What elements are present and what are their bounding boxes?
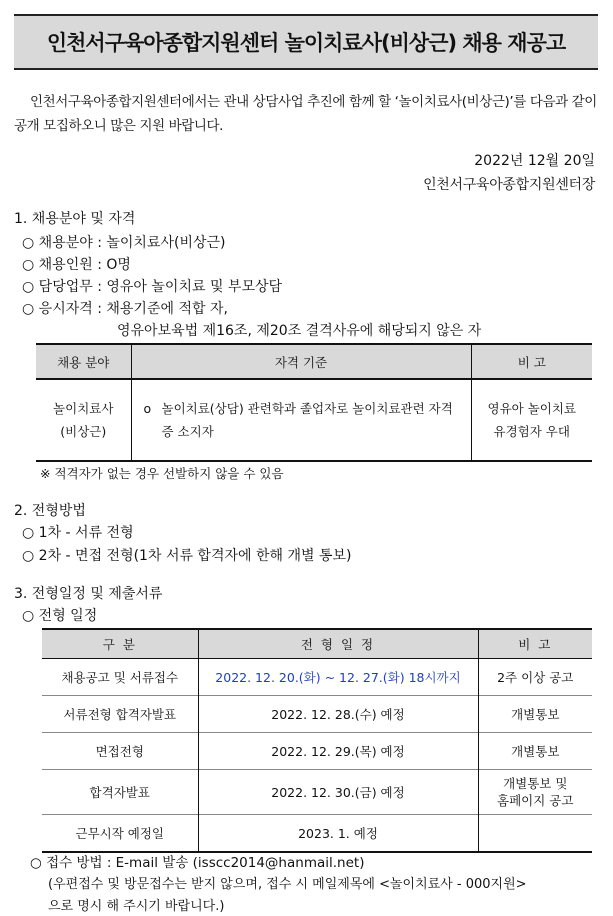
qualification-table-header	[36, 344, 592, 379]
field-line: 놀이치료사	[53, 401, 114, 416]
bullet-mark: o	[143, 401, 152, 416]
category-cell: 근무시작 예정일	[42, 815, 198, 853]
remark-line: 영유아 놀이치료	[487, 401, 576, 416]
schedule-cell: 2022. 12. 28.(수) 예정	[198, 696, 478, 733]
criteria-cell	[131, 379, 471, 461]
header-criteria: 자격 기준	[131, 344, 471, 379]
remark-cell	[478, 770, 592, 815]
qualification-continuation: 영유아보육법 제16조, 제20조 결격사유에 해당되지 않은 자	[117, 323, 482, 339]
remark-line: 홈페이지 공고	[497, 793, 574, 808]
remark-line: 개별통보 및	[503, 776, 568, 791]
table-row	[36, 379, 592, 461]
field-line: (비상근)	[60, 424, 107, 439]
schedule-table	[42, 628, 592, 853]
section2-heading: 2. 전형방법	[14, 503, 86, 519]
category-cell: 면접전형	[42, 733, 198, 770]
remark-cell	[478, 696, 592, 733]
recruit-count-item: ○ 채용인원 : O명	[22, 257, 131, 273]
method-item-2: ○ 2차 - 면접 전형(1차 서류 합격자에 한해 개별 통보)	[22, 548, 352, 564]
method-item-1: ○ 1차 - 서류 전형	[22, 525, 134, 541]
remark-cell	[478, 659, 592, 696]
schedule-cell: 2022. 12. 30.(금) 예정	[198, 770, 478, 815]
schedule-cell: 2022. 12. 20.(화) ~ 12. 27.(화) 18시까지	[198, 659, 478, 696]
category-cell: 채용공고 및 서류접수	[61, 669, 179, 685]
table-row	[42, 770, 592, 815]
recruit-field-item: ○ 채용분야 : 놀이치료사(비상근)	[22, 235, 226, 251]
title-banner	[14, 14, 598, 70]
footnote: ※ 적격자가 없는 경우 선발하지 않을 수 있음	[40, 466, 284, 481]
category-cell: 서류전형 합격자발표	[42, 696, 198, 733]
section3-heading: 3. 전형일정 및 제출서류	[14, 586, 163, 602]
schedule-cell: 2022. 12. 29.(목) 예정	[198, 733, 478, 770]
header-field: 채용 분야	[36, 344, 131, 379]
apply-note-line: (우편접수 및 방문접수는 받지 않으며, 접수 시 메일제목에 <놀이치료사 - 000지원>	[48, 877, 527, 892]
criteria-text: 놀이치료(상담) 관련학과 졸업자로 놀이치료관련 자격증 소지자	[161, 401, 453, 439]
remark-cell	[478, 815, 592, 853]
table-row	[42, 815, 592, 853]
table-row	[42, 696, 592, 733]
schedule-subheading: ○ 전형 일정	[22, 608, 98, 624]
qualification-table	[36, 343, 592, 462]
field-cell	[36, 379, 131, 461]
apply-note-line: 으로 명시 해 주시기 바랍니다.)	[48, 899, 225, 914]
schedule-cell: 2023. 1. 예정	[198, 815, 478, 853]
page-title: 인천서구육아종합지원센터 놀이치료사(비상근) 채용 재공고	[46, 31, 566, 55]
remark-line: 개별통보	[511, 706, 560, 722]
section1-heading: 1. 채용분야 및 자격	[14, 211, 136, 227]
category-cell: 합격자발표	[42, 770, 198, 815]
intro-paragraph: 인천서구육아종합지원센터에서는 관내 상담사업 추진에 함께 할 ‘놀이치료사(비상근)’를 다음과 같이 공개 모집하오니 많은 지원 바랍니다.	[14, 94, 597, 134]
table-row	[42, 659, 592, 696]
header-category: 구 분	[42, 629, 198, 659]
remark-cell	[478, 733, 592, 770]
remark-cell	[471, 379, 592, 461]
table-row	[42, 733, 592, 770]
duty-item: ○ 담당업무 : 영유아 놀이치료 및 부모상담	[22, 279, 283, 295]
remark-line: 유경험자 우대	[493, 424, 570, 439]
qualification-item: ○ 응시자격 : 채용기준에 적합 자,	[22, 301, 228, 317]
header-remark: 비 고	[478, 629, 592, 659]
header-schedule: 전 형 일 정	[198, 629, 478, 659]
notice-date: 2022년 12월 20일	[474, 153, 595, 169]
issuer-name: 인천서구육아종합지원센터장	[423, 177, 595, 193]
remark-line: 2주 이상 공고	[497, 669, 574, 685]
header-remark: 비 고	[471, 344, 592, 379]
schedule-table-header	[42, 629, 592, 659]
apply-method: ○ 접수 방법 : E-mail 발송 (isscc2014@hanmail.net)	[30, 855, 365, 871]
remark-line: 개별통보	[511, 743, 560, 759]
